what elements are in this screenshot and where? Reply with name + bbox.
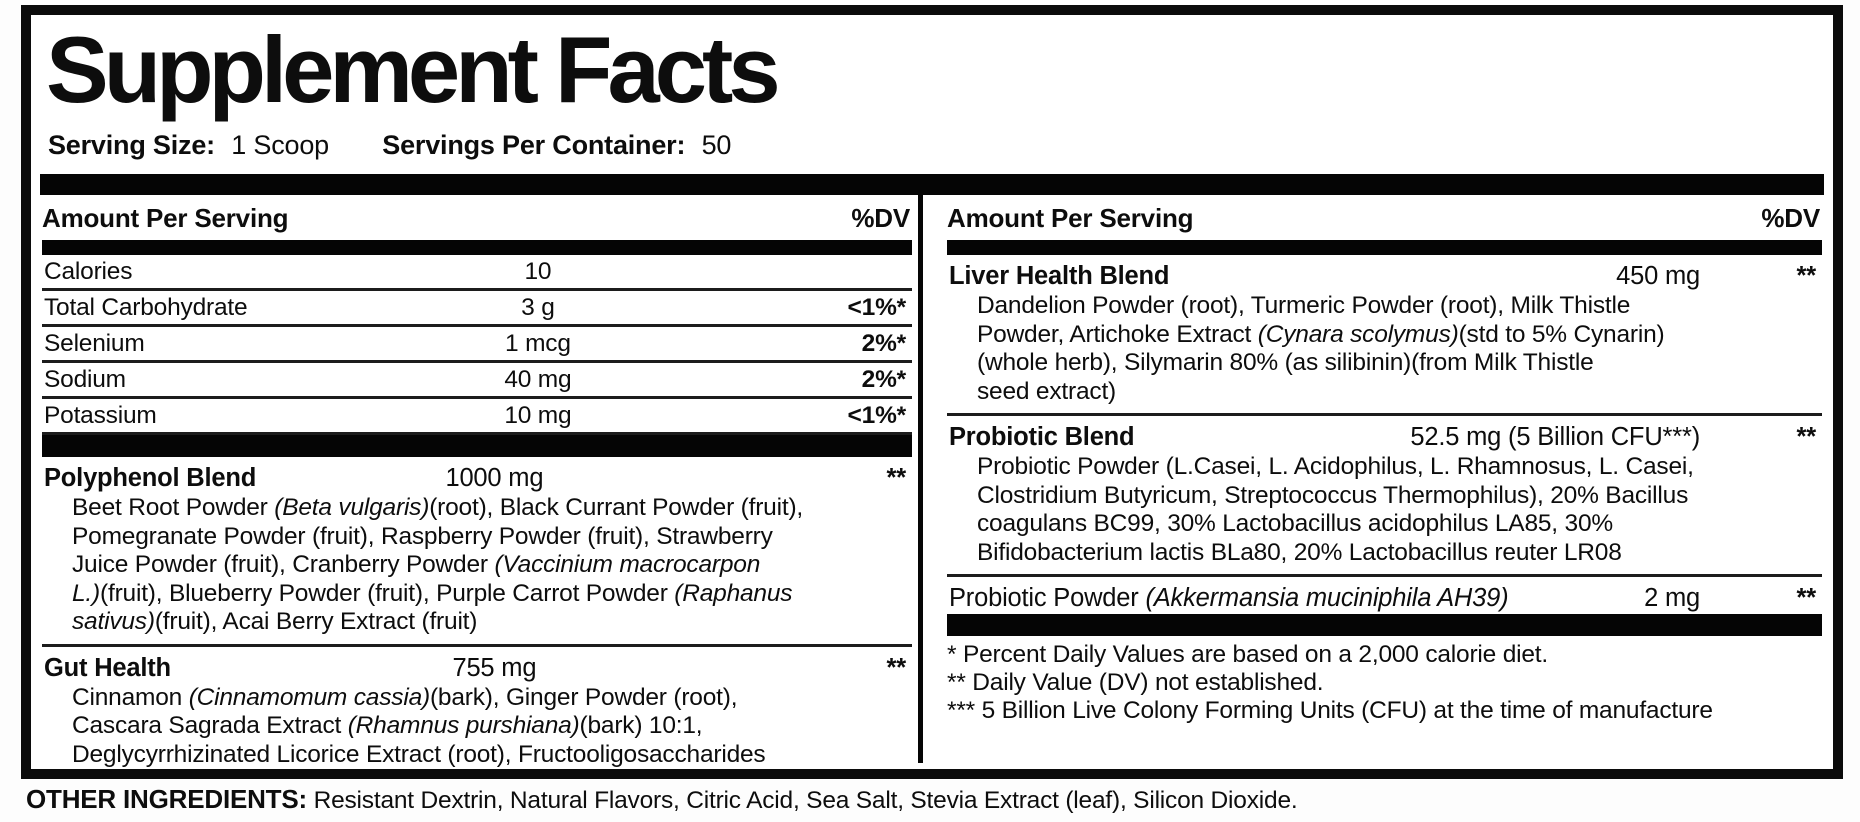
text-segment: Clostridium Butyricum, Streptococcus Thermophilus), 20% Bacillus: [977, 481, 1689, 509]
text-segment: seed extract): [977, 377, 1117, 405]
nutrient-amount: 10 mg: [504, 402, 572, 430]
text-line: [977, 349, 1822, 378]
text-segment: (bark), Ginger Powder (root),: [429, 683, 738, 711]
blend-name: Polyphenol Blend: [44, 464, 257, 493]
text-segment: Cascara Sagrada Extract: [72, 712, 348, 740]
ingredient-dv: **: [1796, 584, 1816, 613]
blend-ingredients: [947, 292, 1822, 411]
dv-header: %DV: [1761, 203, 1820, 234]
nutrient-name: Total Carbohydrate: [44, 294, 248, 322]
nutrient-amount: 1 mcg: [505, 330, 571, 358]
blend-amount: 450 mg: [1616, 262, 1700, 291]
section-divider-bar: [40, 174, 1824, 195]
text-segment: (fruit), Blueberry Powder (fruit), Purple Carrot Powder: [100, 579, 675, 607]
text-line: [977, 482, 1822, 511]
serving-size-value: 1 Scoop: [231, 130, 329, 161]
text-segment: (whole herb), Silymarin 80% (as silibinin)(from Milk Thistle: [977, 349, 1594, 377]
right-column: [923, 195, 1824, 763]
text-segment: Powder, Artichoke Extract: [977, 320, 1258, 348]
text-segment: Bifidobacterium lactis BLa80, 20% Lactobacillus reuter LR08: [977, 538, 1622, 566]
other-ingredients: [26, 784, 1836, 816]
nutrient-row-total-carbohydrate: [42, 291, 912, 327]
nutrient-dv: <1%*: [847, 294, 906, 322]
nutrient-dv: 2%*: [861, 330, 906, 358]
probiotic-powder-row: [947, 577, 1822, 614]
text-line: [72, 684, 912, 713]
text-segment: (root), Black Currant Powder (fruit),: [429, 494, 804, 522]
blend-dv: **: [1796, 423, 1816, 452]
panel-title: Supplement Facts: [46, 17, 776, 122]
latin-name: (Rhamnus purshiana): [347, 712, 580, 740]
blend-amount: 755 mg: [452, 653, 537, 682]
ingredient-amount: 2 mg: [1644, 584, 1700, 613]
footnote-divider-bar: [947, 614, 1822, 636]
nutrient-amount: 10: [524, 258, 552, 286]
latin-name: (Vaccinium macrocarpon: [494, 551, 761, 579]
blend-amount: 52.5 mg (5 Billion CFU***): [1410, 423, 1700, 452]
nutrient-name: Calories: [44, 258, 133, 286]
amount-per-serving-header: Amount Per Serving: [947, 203, 1194, 234]
blend-name: Gut Health: [44, 653, 171, 682]
latin-name: sativus): [72, 608, 155, 636]
nutrient-dv: <1%*: [847, 402, 906, 430]
text-line: [72, 741, 912, 770]
blend-dv: **: [1796, 262, 1816, 291]
serving-info: [48, 130, 1824, 161]
other-ingredients-label: OTHER INGREDIENTS:: [26, 784, 307, 814]
latin-name: (Beta vulgaris): [274, 494, 430, 522]
text-segment: (bark) 10:1,: [579, 712, 703, 740]
other-ingredients-value: Resistant Dextrin, Natural Flavors, Citric Acid, Sea Salt, Stevia Extract (leaf), Silicon Dioxide.: [313, 787, 1298, 814]
text-line: [947, 641, 1822, 669]
blend-dv: **: [886, 653, 906, 682]
text-segment: (fruit), Acai Berry Extract (fruit): [154, 608, 478, 636]
latin-name: L.): [72, 579, 100, 607]
text-line: [72, 551, 912, 580]
blend-heading: [42, 647, 912, 684]
text-segment: * Percent Daily Values are based on a 2,000 calorie diet.: [947, 641, 1549, 669]
blend-ingredients: [42, 684, 912, 775]
servings-per-container-value: 50: [701, 130, 732, 161]
blend-heading: [947, 416, 1822, 453]
blend-name: Probiotic Blend: [949, 423, 1135, 452]
liver-health-blend-section: [947, 255, 1822, 411]
text-line: [947, 669, 1822, 697]
text-line: [72, 580, 912, 609]
blend-name: Liver Health Blend: [949, 262, 1170, 291]
text-line: [72, 712, 912, 741]
text-segment: Probiotic Powder (L.Casei, L. Acidophilus, L. Rhamnosus, L. Casei,: [977, 453, 1694, 481]
facts-columns: [40, 195, 1824, 768]
ingredient-name: [949, 584, 1508, 612]
nutrient-row-sodium: [42, 363, 912, 399]
latin-name: (Cinnamomum cassia): [188, 683, 430, 711]
blend-divider-bar: [42, 435, 912, 457]
servings-per-container-label: Servings Per Container:: [382, 130, 686, 161]
text-segment: Deglycyrrhizinated Licorice Extract (root), Fructooligosaccharides: [72, 740, 766, 768]
nutrient-amount: 3 g: [521, 294, 555, 322]
blend-heading: [947, 255, 1822, 292]
latin-name: (Raphanus: [674, 579, 793, 607]
footnotes: [947, 641, 1822, 725]
serving-size-label: Serving Size:: [48, 130, 215, 161]
blend-ingredients: [42, 494, 912, 642]
blend-ingredients: [947, 453, 1822, 572]
text-line: [72, 523, 912, 552]
text-segment: (std to 5% Cynarin): [1458, 320, 1665, 348]
blend-dv: **: [886, 464, 906, 493]
nutrient-dv: 2%*: [861, 366, 906, 394]
latin-name: (Cynara scolymus): [1257, 320, 1459, 348]
polyphenol-blend-section: [42, 457, 912, 642]
text-line: [977, 378, 1822, 407]
nutrient-row-potassium: [42, 399, 912, 435]
text-segment: Dandelion Powder (root), Turmeric Powder (root), Milk Thistle: [977, 292, 1631, 320]
header-divider-bar: [42, 240, 912, 255]
dv-header: %DV: [851, 203, 910, 234]
nutrient-name: Potassium: [44, 402, 157, 430]
text-line: [977, 510, 1822, 539]
text-segment: Cinnamon: [72, 683, 189, 711]
blend-heading: [42, 457, 912, 494]
gut-health-section: [42, 647, 912, 775]
text-segment: Beet Root Powder: [72, 494, 275, 522]
right-column-header: [947, 195, 1822, 240]
blend-amount: 1000 mg: [445, 464, 544, 493]
nutrient-amount: 40 mg: [504, 366, 572, 394]
text-segment: Juice Powder (fruit), Cranberry Powder: [72, 551, 495, 579]
text-segment: coagulans BC99, 30% Lactobacillus acidophilus LA85, 30%: [977, 510, 1613, 538]
text-segment: *** 5 Billion Live Colony Forming Units (CFU) at the time of manufacture: [947, 697, 1713, 725]
left-column-header: [42, 195, 912, 240]
text-segment: Probiotic Powder: [949, 584, 1146, 613]
text-line: [977, 453, 1822, 482]
text-line: [977, 539, 1822, 568]
text-line: [977, 292, 1822, 321]
text-line: [72, 608, 912, 637]
text-line: [947, 697, 1822, 725]
text-segment: Pomegranate Powder (fruit), Raspberry Powder (fruit), Strawberry: [72, 522, 773, 550]
text-line: [977, 321, 1822, 350]
nutrient-row-selenium: [42, 327, 912, 363]
nutrient-row-calories: [42, 255, 912, 291]
supplement-facts-panel: [21, 5, 1843, 779]
text-segment: ** Daily Value (DV) not established.: [947, 669, 1324, 697]
probiotic-blend-section: [947, 416, 1822, 572]
nutrient-name: Selenium: [44, 330, 145, 358]
text-line: [72, 494, 912, 523]
amount-per-serving-header: Amount Per Serving: [42, 203, 289, 234]
header-divider-bar: [947, 240, 1822, 255]
left-column: [40, 195, 918, 768]
latin-name: (Akkermansia muciniphila AH39): [1145, 584, 1509, 613]
nutrient-name: Sodium: [44, 366, 126, 394]
